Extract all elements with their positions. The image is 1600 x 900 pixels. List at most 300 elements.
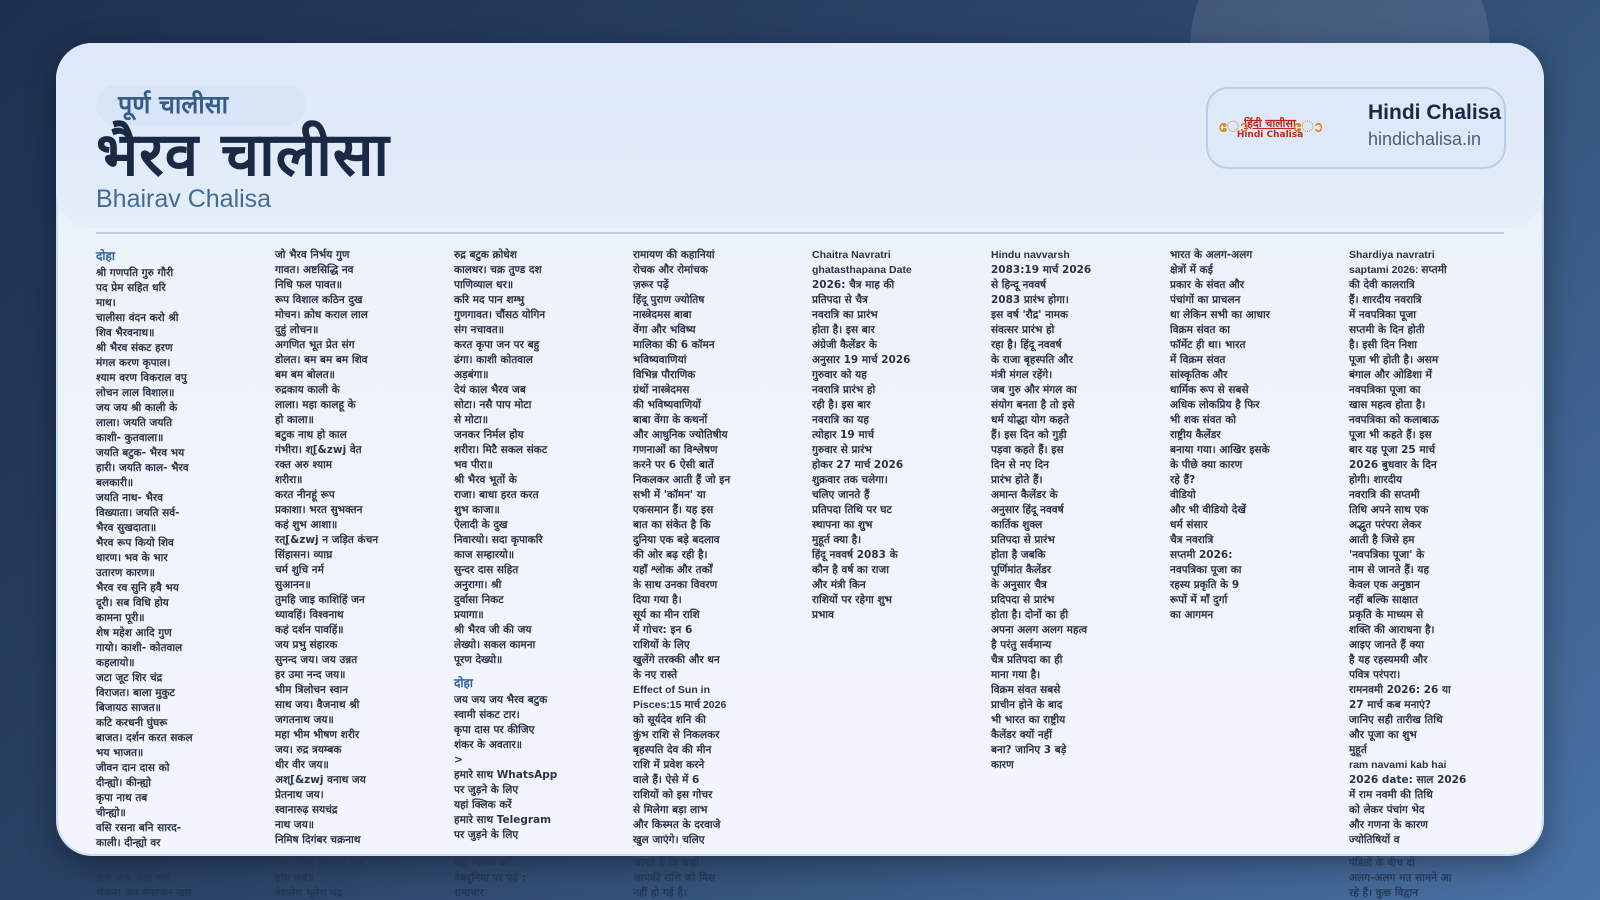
- text-line: नहीं हो गई है।: [633, 887, 688, 899]
- text-line[interactable]: नवपत्रिका पूजा का: [1349, 384, 1421, 396]
- text-line[interactable]: रोचक और रोमांचक: [633, 264, 708, 276]
- text-line[interactable]: गुरुवार से प्रारंभ: [812, 444, 872, 456]
- brand-url[interactable]: hindichalisa.in: [1368, 129, 1482, 149]
- text-line[interactable]: Shardiya navratri: [1349, 249, 1435, 261]
- text-line[interactable]: नास्त्रेदमस बाबा: [633, 309, 692, 321]
- text-line[interactable]: Effect of Sun in: [633, 684, 710, 696]
- text-line[interactable]: बंगाल और ओडिशा में: [1349, 369, 1432, 381]
- text-line: सोटा। नसै पाप मोटा: [454, 399, 532, 411]
- text-line[interactable]: खास महत्व होता है।: [1349, 399, 1426, 411]
- text-line[interactable]: रहस्य प्रकृति के 9: [1170, 579, 1240, 591]
- text-line[interactable]: 'नवपत्रिका पूजा' के: [1349, 549, 1425, 561]
- text-line[interactable]: से हिन्दू नववर्ष: [991, 279, 1047, 291]
- text-line[interactable]: और किस्मत के दरवाजे: [633, 819, 721, 831]
- text-line: चीन्ह्यो॥: [96, 807, 126, 819]
- overflow-text: [96, 856, 1516, 900]
- text-line[interactable]: खुल जाएंगे। चलिए: [633, 834, 705, 846]
- text-line[interactable]: होता है जबकि: [991, 549, 1046, 561]
- text-line: राख्यो मम लाली॥: [96, 857, 164, 869]
- text-line[interactable]: राशियों पर रहेगा शुभ: [812, 594, 892, 606]
- text-line[interactable]: 2026: चैत्र माह की: [812, 279, 895, 291]
- text-line: सिंहासन। व्याघ्र: [275, 549, 333, 561]
- text-line: धारण। भव के भार: [96, 552, 168, 564]
- text-line: भैरव रव सुनि हवै भय: [96, 582, 179, 594]
- text-line[interactable]: जब गुरु और मंगल का: [991, 384, 1077, 396]
- text-line: धीर वीर जय॥: [275, 759, 329, 771]
- text-line[interactable]: राशियों के लिए: [633, 639, 690, 651]
- text-line: श्री भैरव जी की जय: [454, 624, 532, 636]
- overflow-column-3: [454, 856, 633, 900]
- text-line[interactable]: हैं। इस दिन को गुड़ी: [991, 429, 1067, 441]
- text-line[interactable]: दिया गया है।: [633, 594, 682, 606]
- text-line[interactable]: saptami 2026: सप्तमी: [1349, 264, 1447, 276]
- text-line[interactable]: त्योहार 19 मार्च: [812, 429, 875, 441]
- text-line[interactable]: है परंतु सर्वमान्य: [991, 639, 1052, 651]
- text-line: प्रकाशा। भरत सुभक्तन: [275, 504, 363, 516]
- text-line[interactable]: में गोचर: इन 6: [633, 624, 693, 636]
- text-line[interactable]: प्रारंभ होते हैं।: [991, 474, 1043, 486]
- text-line: शेष महेश आदि गुण: [96, 627, 172, 639]
- text-line[interactable]: ज्योतिषियों व: [1349, 834, 1400, 846]
- text-line: गावत। अष्टसिद्धि नव: [275, 264, 354, 276]
- text-line: महा भीम भीषण शरीर: [275, 729, 360, 741]
- header-divider: [96, 232, 1504, 234]
- text-line[interactable]: एकसमान हैं। यह इस: [633, 504, 714, 516]
- text-line: अनुरागा। श्री: [454, 579, 502, 591]
- text-line: पर जुड़ने के लिए: [454, 829, 519, 841]
- text-line[interactable]: 27 मार्च कब मनाएं?: [1349, 699, 1432, 711]
- overflow-column-2: [275, 856, 454, 900]
- text-line: कहं शुभ आशा॥: [275, 519, 338, 531]
- text-line: देयं काल भैरव जब: [454, 384, 526, 396]
- text-line[interactable]: चैत्र प्रतिपदा का ही: [991, 654, 1063, 666]
- text-line[interactable]: क्षेत्रों में कई: [1170, 264, 1213, 276]
- text-line: शंकर के अवतार॥: [454, 739, 523, 751]
- overflow-column-5: [812, 856, 991, 900]
- text-line[interactable]: के अनुसार चैत्र: [991, 579, 1047, 591]
- text-line: श्री भैरव संकट हरण: [96, 342, 173, 354]
- text-line: कामना पूरी॥: [96, 612, 145, 624]
- text-line: जगतनाथ जय॥: [275, 714, 334, 726]
- text-line[interactable]: भी भारत का राष्ट्रीय: [991, 714, 1066, 726]
- text-line[interactable]: कैलेंडर क्यों नहीं: [991, 729, 1052, 741]
- text-line[interactable]: होता है। इस बार: [812, 324, 875, 336]
- text-column-3: [454, 247, 633, 856]
- text-line[interactable]: है यह रहस्यमयी और: [1349, 654, 1428, 666]
- text-line[interactable]: स्थापना का शुभ: [812, 519, 873, 531]
- text-line[interactable]: चैत्र नवरात्रि: [1170, 534, 1214, 546]
- text-line: काज सम्हारयो॥: [454, 549, 515, 561]
- overflow-column-4: [633, 856, 812, 900]
- text-line: जीवन दान दास को: [96, 762, 170, 774]
- text-line[interactable]: ग्रंथों नास्त्रेदमस: [633, 384, 690, 396]
- text-line[interactable]: नहीं बल्कि साक्षात: [1349, 594, 1418, 606]
- text-line: डोलत। बम बम बम शिव: [275, 354, 368, 366]
- text-line[interactable]: जानिए सही तारीख तिथि: [1349, 714, 1443, 726]
- text-line[interactable]: की भविष्यवाणियों: [633, 399, 701, 411]
- text-line: प्रेतनाथ जय।: [275, 789, 324, 801]
- text-line[interactable]: गुरुवार को यह: [812, 369, 867, 381]
- text-line[interactable]: दुनिया एक बड़े बदलाव: [633, 534, 720, 546]
- text-line[interactable]: गणनाओं का विश्लेषण: [633, 444, 718, 456]
- text-line[interactable]: नवरात्रि प्रारंभ हो: [812, 384, 876, 396]
- text-line[interactable]: अमान्त कैलेंडर के: [991, 489, 1058, 501]
- text-line: प्रयागा॥: [454, 609, 484, 621]
- text-line: तुमहि जाइ काशिहिं जन: [275, 594, 365, 606]
- text-line[interactable]: प्रभाव: [812, 609, 834, 621]
- text-line: स्वामी संकट टार।: [454, 709, 520, 721]
- text-line[interactable]: प्रतिपदा तिथि पर घट: [812, 504, 892, 516]
- text-line[interactable]: फॉर्मेट ही था। भारत: [1170, 339, 1246, 351]
- text-line: पूरण देख्यो॥: [454, 654, 503, 666]
- text-line[interactable]: पूर्णिमांत कैलेंडर: [991, 564, 1052, 576]
- text-line[interactable]: शक्ति की आराधना है।: [1349, 624, 1435, 636]
- text-line: शरीरा॥: [275, 474, 303, 486]
- text-line[interactable]: Chaitra Navratri: [812, 249, 891, 261]
- text-line[interactable]: सप्तमी 2026:: [1170, 549, 1233, 561]
- text-line[interactable]: में राम नवमी की तिथि: [1349, 789, 1433, 801]
- text-line[interactable]: विक्रम संवत सबसे: [991, 684, 1061, 696]
- text-line: बलकारी॥: [96, 477, 134, 489]
- text-column-7: [1170, 247, 1349, 856]
- text-line[interactable]: बना? जानिए 3 बड़े: [991, 744, 1067, 756]
- text-line[interactable]: रही है। इस बार: [812, 399, 871, 411]
- text-line[interactable]: चलिए जानते हैं: [812, 489, 870, 501]
- text-line[interactable]: था लेकिन सभी का आधार: [1170, 309, 1270, 321]
- text-line: शिव भैरवनाथ॥: [96, 327, 155, 339]
- text-line: धन्य धन्य भैरव भय: [96, 872, 170, 884]
- text-line[interactable]: की देवी कालरात्रि: [1349, 279, 1415, 291]
- text-line: समाचार: [454, 887, 484, 899]
- text-line: जटा जूट शिर चंद्र: [96, 672, 163, 684]
- text-line: काशी- कुतवाला॥: [96, 432, 164, 444]
- text-line[interactable]: प्रदिपदा से प्रारंभ: [991, 594, 1055, 606]
- content-card: [56, 43, 1544, 856]
- text-line: कृपा दास पर कीजिए: [454, 724, 535, 736]
- text-line: श्री गणपति गुरु गौरी: [96, 267, 174, 279]
- text-line: बम बम बोलत॥: [275, 369, 335, 381]
- text-column-2: [275, 247, 454, 856]
- text-line[interactable]: में विक्रम संवत: [1170, 354, 1226, 366]
- text-line: श्याम वरण विकराल वपु: [96, 372, 187, 384]
- text-line[interactable]: के नए रास्ते: [633, 669, 678, 681]
- text-line: जय जय श्री काली के: [96, 402, 178, 414]
- text-line[interactable]: तिथि अपने साथ एक: [1349, 504, 1429, 516]
- text-line: वसि रसना बनि सारद-: [96, 822, 182, 834]
- text-line: लोचन लाल विशाल॥: [96, 387, 175, 399]
- logo-english-text: Hindi Chalisa: [1236, 129, 1304, 140]
- category-label: पूर्ण चालीसा: [118, 90, 229, 119]
- text-line[interactable]: मुहूर्त: [1349, 744, 1367, 756]
- text-line[interactable]: को सूर्यदेव शनि की: [633, 714, 706, 726]
- text-line[interactable]: नवरात्रि का यह: [812, 414, 869, 426]
- text-line[interactable]: वेंगा और भविष्य: [633, 324, 696, 336]
- text-line: करत कृपा जन पर बहु: [454, 339, 540, 351]
- text-line: रत्[&zwj न जड़ित कंचन: [275, 534, 379, 546]
- text-line[interactable]: प्रतिपदा से चैत्र: [812, 294, 868, 306]
- text-line: कहं दर्शन पावहिं॥: [275, 624, 344, 636]
- text-line[interactable]: भी शक संवत को: [1170, 414, 1236, 426]
- text-line[interactable]: अनुसार हिंदू नववर्ष: [991, 504, 1064, 516]
- text-line[interactable]: विभिन्न पौराणिक: [633, 369, 696, 381]
- text-line: जय जय जय भैरव बटुक: [454, 694, 548, 706]
- text-line[interactable]: कुंभ राशि से निकलकर: [633, 729, 720, 741]
- text-line[interactable]: रहे हैं?: [1170, 474, 1196, 486]
- text-line: लाला। महा कालहू के: [275, 399, 356, 411]
- text-line: विख्याता। जयति सर्व-: [96, 507, 180, 519]
- text-line: हाथ जय॥: [275, 872, 314, 884]
- text-line: संग नचावत॥: [454, 324, 504, 336]
- text-line: निमिष दिगंबर चक्रनाथ: [275, 834, 361, 846]
- text-line: जो भैरव निर्भय गुण: [275, 249, 350, 261]
- text-line[interactable]: धार्मिक रूप से सबसे: [1170, 384, 1249, 396]
- text-line: ध्यावहिं। विश्वनाथ: [275, 609, 344, 621]
- text-line[interactable]: पवित्र परंपरा।: [1349, 669, 1401, 681]
- text-line[interactable]: और आधुनिक ज्योतिषीय: [633, 429, 728, 441]
- text-line[interactable]: बार यह पूजा 25 मार्च: [1349, 444, 1436, 456]
- text-line[interactable]: पूजा भी कहते हैं। इस: [1349, 429, 1432, 441]
- text-line[interactable]: होकर 27 मार्च 2026: [812, 459, 904, 471]
- text-line[interactable]: कारण: [991, 759, 1014, 771]
- text-line[interactable]: राशि में प्रवेश करने: [633, 759, 705, 771]
- text-line: जनकर निर्मल होय: [454, 429, 524, 441]
- text-line[interactable]: नवपत्रिका पूजा का: [1170, 564, 1242, 576]
- text-line: रहे हैं। कुछ विद्वान: [1349, 887, 1418, 899]
- text-line: निधि फल पावत॥: [275, 279, 343, 291]
- text-line[interactable]: प्राचीन होने के बाद: [991, 699, 1063, 711]
- text-line: जय। गहत अनाथन नाथ: [275, 857, 366, 869]
- page-title: भैरव चालीसा: [96, 120, 390, 190]
- text-line[interactable]: प्रकार के संवत और: [1170, 279, 1245, 291]
- text-line[interactable]: धर्म संसार: [1170, 519, 1208, 531]
- text-line[interactable]: और मंत्री किन: [812, 579, 866, 591]
- text-line: राजा। बाधा हरत करत: [454, 489, 539, 501]
- text-line[interactable]: बृहस्पति देव की मीन: [633, 744, 712, 756]
- text-line[interactable]: वाले हैं। ऐसे में 6: [633, 774, 700, 786]
- text-line[interactable]: नवरात्रि की सप्तमी: [1349, 489, 1420, 501]
- text-line[interactable]: के राजा बृहस्पति और: [991, 354, 1073, 366]
- text-line[interactable]: बाबा वेंगा के कथनों: [633, 414, 708, 426]
- text-line: करत नीनहूं रूप: [275, 489, 335, 501]
- text-line[interactable]: में नवपत्रिका पूजा: [1349, 309, 1416, 321]
- text-line[interactable]: अपना अलग अलग महत्व: [991, 624, 1088, 636]
- text-line: अलग-अलग मत सामने आ: [1349, 872, 1452, 884]
- text-line[interactable]: रामायण की कहानियां: [633, 249, 715, 261]
- text-line: गंभीरा। श्[&zwj वेत: [275, 444, 362, 456]
- text-line[interactable]: भविष्यवाणियां: [633, 354, 687, 366]
- social-link[interactable]: यहां क्लिक करें: [454, 799, 512, 811]
- text-column-4: [633, 247, 812, 856]
- text-line[interactable]: और भी वीडियो देखें: [1170, 504, 1246, 516]
- text-line: भैरव सुखदाता॥: [96, 522, 157, 534]
- text-line: अश्[&zwj वनाथ जय: [275, 774, 366, 786]
- text-line[interactable]: अधिक लोकप्रिय है फिर: [1170, 399, 1260, 411]
- text-line[interactable]: मंत्री मंगल रहेंगे।: [991, 369, 1053, 381]
- text-line[interactable]: रूपों में माँ दुर्गा: [1170, 594, 1228, 606]
- text-line: रूप विशाल कठिन दुख: [275, 294, 363, 306]
- text-line: जय प्रभु संहारक: [275, 639, 338, 651]
- social-link[interactable]: हमारे साथ WhatsApp: [454, 769, 558, 781]
- text-line: भव पीरा॥: [454, 459, 493, 471]
- text-line: जयति नाथ- भैरव: [96, 492, 164, 504]
- text-line[interactable]: 2083:19 मार्च 2026: [991, 264, 1092, 276]
- social-link[interactable]: हमारे साथ Telegram: [454, 814, 552, 826]
- text-line: चालीसा वंदन करो श्री: [96, 312, 179, 324]
- text-line: निवारयो। सदा कृपाकरि: [454, 534, 543, 546]
- text-line: दुर्वासा निकट: [454, 594, 504, 606]
- overflow-column-6: [991, 856, 1170, 900]
- text-line: उतारण कारण॥: [96, 567, 155, 579]
- text-line: कृपा नाथ तब: [96, 792, 148, 804]
- text-line[interactable]: राशियों को इस गोचर: [633, 789, 713, 801]
- text-line: रुद्र बटुक क्रोधेश: [454, 249, 517, 261]
- text-line[interactable]: खुलेंगे तरक्की और धन: [633, 654, 720, 666]
- text-line[interactable]: करने पर 6 ऐसी बातें: [633, 459, 714, 471]
- text-line: गायो। काशी- कोतवाल: [96, 642, 183, 654]
- text-line[interactable]: का आगमन: [1170, 609, 1214, 621]
- text-line[interactable]: अनुसार 19 मार्च 2026: [812, 354, 911, 366]
- text-column-8: [1349, 247, 1528, 856]
- text-line[interactable]: कौन है वर्ष का राजा: [812, 564, 890, 576]
- text-line[interactable]: बनाया गया। आखिर इसके: [1170, 444, 1270, 456]
- text-line[interactable]: कार्तिक शुक्ल: [991, 519, 1043, 531]
- text-line[interactable]: मालिका की 6 कॉमन: [633, 339, 715, 351]
- text-line[interactable]: शुक्रवार तक चलेगा।: [812, 474, 888, 486]
- text-line: शुभ काजा॥: [454, 504, 500, 516]
- text-line[interactable]: अद्भुत परंपरा लेकर: [1349, 519, 1422, 531]
- text-line[interactable]: विक्रम संवत का: [1170, 324, 1230, 336]
- text-line[interactable]: केवल एक अनुष्ठान: [1349, 579, 1420, 591]
- text-line[interactable]: और गणना के कारण: [1349, 819, 1428, 831]
- text-line: त्रेशलेश भूतेश चंद्र: [275, 887, 343, 899]
- text-line: पंडितों के बीच दो: [1349, 857, 1415, 869]
- text-line[interactable]: धर्म योद्धा योग कहते: [991, 414, 1069, 426]
- text-line[interactable]: पंचांगों का प्राचलन: [1170, 294, 1241, 306]
- text-line: पाणिव्याल धर॥: [454, 279, 514, 291]
- overflow-column-1: [96, 856, 275, 900]
- text-line[interactable]: के साथ उनका विवरण: [633, 579, 718, 591]
- text-line[interactable]: प्रतिपदा से प्रारंभ: [991, 534, 1055, 546]
- text-line: गुणगावत। चौंसठ योगिन: [454, 309, 546, 321]
- text-line: श्री भैरव भूतों के: [454, 474, 517, 486]
- text-line: सुनन्द जय। जय उन्नत: [275, 654, 358, 666]
- text-line: दीन्ह्यो। कीन्ह्यो: [96, 777, 151, 789]
- text-line[interactable]: से मिलेगा बड़ा लाभ: [633, 804, 708, 816]
- text-line[interactable]: और पूजा का शुभ: [1349, 729, 1417, 741]
- brand-name: Hindi Chalisa: [1368, 101, 1502, 124]
- text-line[interactable]: 2083 प्रारंभ होगा।: [991, 294, 1069, 306]
- text-line: अड़बंगा॥: [454, 369, 489, 381]
- text-line[interactable]: पूजा भी होती है। असम: [1349, 354, 1439, 366]
- text-line[interactable]: हिंदू पुराण ज्योतिष: [633, 294, 705, 306]
- text-line: ढंगा। काशी कोतवाल: [454, 354, 533, 366]
- text-line[interactable]: पड़वा कहते हैं। इस: [991, 444, 1064, 456]
- text-line: बाजत। दर्शन करत सकल: [96, 732, 193, 744]
- text-line[interactable]: होता है। दोनों का ही: [991, 609, 1069, 621]
- text-line[interactable]: 2026 date: साल 2026: [1349, 774, 1467, 786]
- text-line[interactable]: राष्ट्रीय कैलेंडर: [1170, 429, 1221, 441]
- text-line[interactable]: ghatasthapana Date: [812, 264, 912, 276]
- text-line[interactable]: Hindu navvarsh: [991, 249, 1070, 261]
- text-line[interactable]: निकलकर आती हैं जो इन: [633, 474, 731, 486]
- trident-icon: ോ: [1292, 117, 1322, 136]
- text-line[interactable]: हैं। शारदीय नवरात्रि: [1349, 294, 1422, 306]
- text-line: जयति बटुक- भैरव भय: [96, 447, 185, 459]
- text-line[interactable]: सूर्य का मीन राशि: [633, 609, 700, 621]
- text-line: विराजत। बाला मुकुट: [96, 687, 175, 699]
- text-line[interactable]: ram navami kab hai: [1349, 759, 1447, 771]
- text-line[interactable]: सांस्कृतिक और: [1170, 369, 1228, 381]
- text-line: कहलायो॥: [96, 657, 135, 669]
- text-line[interactable]: प्रकृति के माध्यम से: [1349, 609, 1424, 621]
- text-line: पर जुड़ने के लिए: [454, 784, 519, 796]
- text-line[interactable]: ज़रूर पढ़ें: [633, 279, 669, 291]
- text-line[interactable]: संयोग बनता है तो इसे: [991, 399, 1075, 411]
- text-columns: [96, 247, 1516, 856]
- text-line[interactable]: को लेकर पंचांग भेद: [1349, 804, 1425, 816]
- text-line: माथ।: [96, 297, 116, 309]
- text-line[interactable]: अंग्रेजी कैलेंडर के: [812, 339, 877, 351]
- text-line[interactable]: बात का संकेत है कि: [633, 519, 711, 531]
- text-line[interactable]: 2026 बुधवार के दिन: [1349, 459, 1437, 471]
- text-line[interactable]: नवपत्रिका को कलाबाऊ: [1349, 414, 1439, 426]
- text-line[interactable]: सप्तमी के दिन होती: [1349, 324, 1425, 336]
- text-line: सुन्दर दास सहित: [454, 564, 519, 576]
- text-line[interactable]: मुहूर्त क्या है।: [812, 534, 862, 546]
- text-line: हो काला॥: [275, 414, 314, 426]
- brand-logo: [1218, 113, 1322, 145]
- text-line[interactable]: संवत्सर प्रारंभ हो: [991, 324, 1055, 336]
- text-line[interactable]: आइए जानते हैं क्या: [1349, 639, 1424, 651]
- text-line: आपकी राशि को मिस: [633, 872, 716, 884]
- text-line[interactable]: होगी। शारदीय: [1349, 474, 1403, 486]
- text-line[interactable]: दिन से नए दिन: [991, 459, 1049, 471]
- text-line[interactable]: की ओर बढ़ रही है।: [633, 549, 708, 561]
- text-line: जय। रुद्र त्रयम्बक: [275, 744, 342, 756]
- text-line[interactable]: इस वर्ष 'रौद्र' नामक: [991, 309, 1069, 321]
- text-line[interactable]: सभी में 'कॉमन' या: [633, 489, 706, 501]
- text-line[interactable]: Pisces:15 मार्च 2026: [633, 699, 727, 711]
- trident-icon: ോ: [1218, 117, 1248, 136]
- text-line: कालधर। चक्र तुण्ड दश: [454, 264, 542, 276]
- text-line[interactable]: नाम से जानते हैं। यह: [1349, 564, 1430, 576]
- text-line: भय भाजत॥: [96, 747, 144, 759]
- text-line[interactable]: >: [454, 754, 463, 766]
- text-line: रुद्रकाय काली के: [275, 384, 340, 396]
- text-line[interactable]: हिंदू नववर्ष 2083 के: [812, 549, 898, 561]
- text-line: दूरी। सब विधि होय: [96, 597, 169, 609]
- brand-badge[interactable]: [1206, 87, 1506, 169]
- text-line: कटि करधनी घुंघरू: [96, 717, 168, 729]
- text-line: साथ जय। वैजनाथ श्री: [275, 699, 360, 711]
- text-line: दुहुं लोचन॥: [275, 324, 319, 336]
- text-line[interactable]: रहा है। हिंदू नववर्ष: [991, 339, 1062, 351]
- text-line[interactable]: यहाँ श्लोक और तर्कों: [633, 564, 713, 576]
- text-line[interactable]: नवरात्रि का प्रारंभ: [812, 309, 878, 321]
- text-line[interactable]: के पीछे क्या कारण: [1170, 459, 1243, 471]
- text-line[interactable]: भारत के अलग-अलग: [1170, 249, 1253, 261]
- text-line: बिजायठ साजत॥: [96, 702, 161, 714]
- text-line[interactable]: रामनवमी 2026: 26 या: [1349, 684, 1451, 696]
- section-heading: दोहा: [96, 249, 115, 263]
- overflow-column-8: [1349, 856, 1516, 900]
- text-line[interactable]: माना गया है।: [991, 669, 1041, 681]
- text-line: काली। दीन्ह्यो वर: [96, 837, 161, 849]
- text-line[interactable]: वीडियो: [1170, 489, 1196, 501]
- text-line[interactable]: है। इसी दिन निशा: [1349, 339, 1418, 351]
- text-line: यहां क्लिक करें: [454, 857, 512, 869]
- text-line[interactable]: आती है जिसे हम: [1349, 534, 1415, 546]
